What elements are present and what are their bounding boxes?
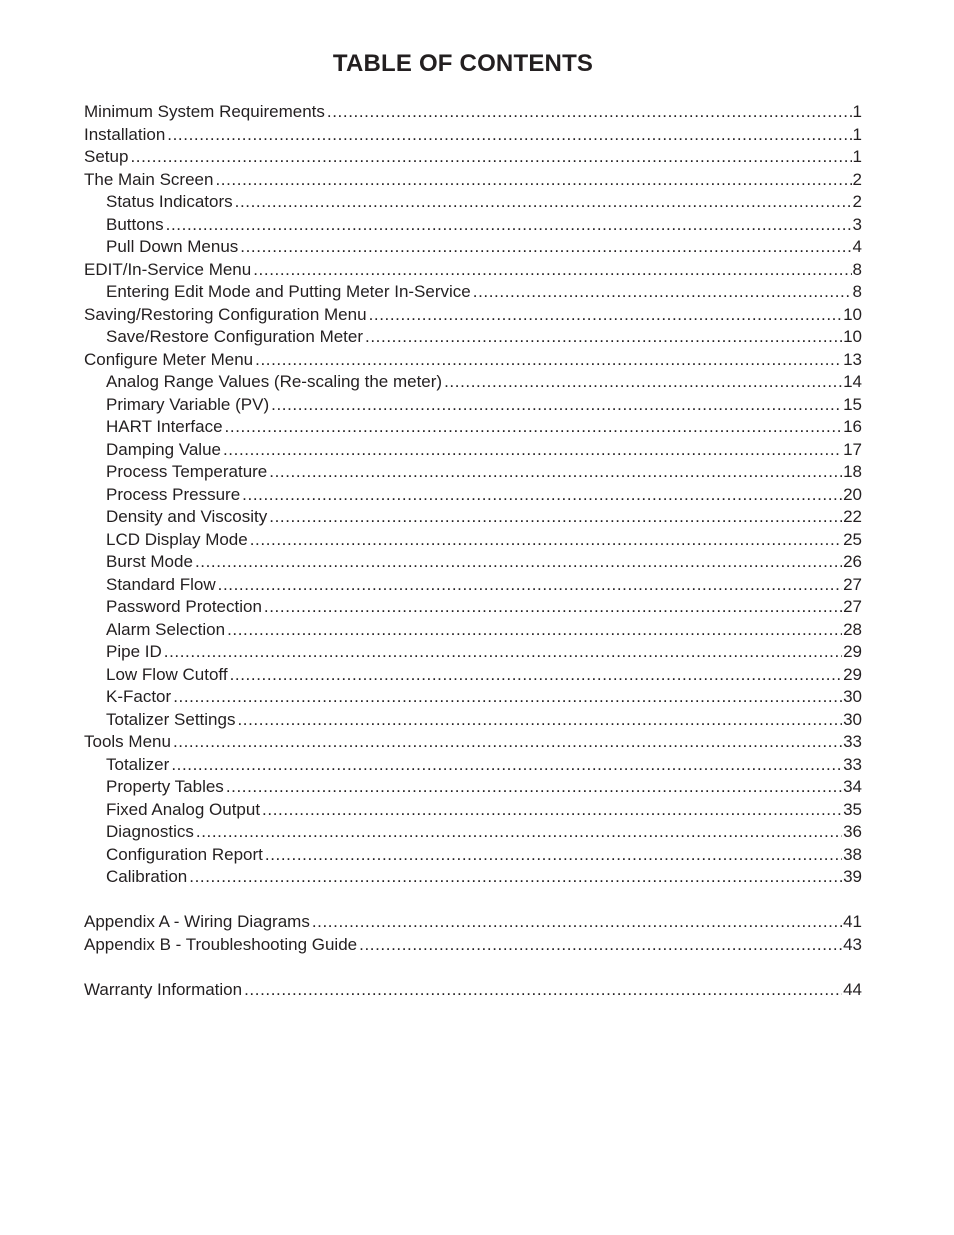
toc-entry-page-number: 8 [852, 259, 862, 279]
toc-entry-label: Status Indicators [106, 192, 233, 211]
toc-entry [84, 304, 862, 327]
dot-leader [195, 551, 842, 574]
dot-leader [189, 866, 842, 889]
toc-entry-page-number: 18 [843, 462, 862, 481]
toc-entry-label: Standard Flow [106, 574, 216, 594]
toc-entry-label: Configure Meter Menu [84, 349, 254, 369]
dot-leader [230, 664, 843, 687]
toc-entry [84, 776, 862, 799]
dot-leader [327, 101, 852, 124]
toc-entry [84, 754, 862, 777]
toc-entry-label: Process Temperature [106, 462, 268, 481]
toc-entry-label: Pull Down Menus [106, 237, 239, 256]
toc-entry-label: Save/Restore Configuration Meter [106, 327, 364, 346]
dot-leader [240, 236, 851, 259]
toc-entry [84, 686, 862, 709]
dot-leader [253, 259, 851, 282]
dot-leader [264, 596, 842, 619]
toc-entry-page-number: 39 [843, 867, 862, 886]
toc-entry-page-number: 30 [843, 709, 862, 729]
dot-leader [359, 934, 842, 957]
toc-entry [84, 596, 862, 619]
toc-entry-page-number: 38 [843, 844, 862, 864]
dot-leader [369, 304, 843, 327]
dot-leader [444, 371, 842, 394]
toc-entry-label: Installation [84, 124, 166, 144]
toc-entry-label: Warranty Information [84, 979, 243, 999]
toc-entry-label: Process Pressure [106, 484, 241, 504]
toc-entry-label: Appendix B - Troubleshooting Guide [84, 934, 358, 954]
toc-entry-page-number: 30 [843, 687, 862, 706]
dot-leader [215, 169, 851, 192]
toc-entry-label: Calibration [106, 867, 188, 886]
toc-entry [84, 349, 862, 372]
dot-leader [166, 214, 852, 237]
toc-entry-label: Buttons [106, 214, 164, 234]
toc-entry-label: Saving/Restoring Configuration Menu [84, 304, 367, 324]
toc-entry [84, 641, 862, 664]
toc-entry-page-number: 1 [852, 147, 862, 166]
toc-entry [84, 124, 862, 147]
toc-entry-page-number: 41 [843, 912, 862, 931]
toc-entry-page-number: 1 [852, 102, 862, 121]
toc-entry [84, 911, 862, 934]
toc-entry-label: Density and Viscosity [106, 507, 268, 526]
toc-entry-page-number: 33 [843, 754, 862, 774]
toc-entry-page-number: 16 [843, 417, 862, 436]
toc-entry-label: Property Tables [106, 777, 224, 796]
dot-leader [269, 461, 842, 484]
toc-entry-label: Entering Edit Mode and Putting Meter In-Service [106, 282, 471, 301]
dot-leader [226, 776, 842, 799]
toc-entry [84, 439, 862, 462]
toc-entry-label: K-Factor [106, 687, 172, 706]
toc-entry [84, 146, 862, 169]
toc-entry-page-number: 8 [852, 282, 862, 301]
dot-leader [312, 911, 842, 934]
toc-entry-page-number: 27 [843, 597, 862, 616]
toc-entry-label: Totalizer [106, 754, 170, 774]
toc-entry-page-number: 22 [843, 507, 862, 526]
dot-leader [255, 349, 842, 372]
toc-entry-label: Minimum System Requirements [84, 102, 325, 121]
toc-entry-page-number: 29 [843, 642, 862, 661]
toc-entry-label: Appendix A - Wiring Diagrams [84, 912, 310, 931]
toc-entry-page-number: 33 [843, 732, 862, 751]
toc-entry-label: Analog Range Values (Re-scaling the meter) [106, 372, 443, 391]
toc-entry [84, 461, 862, 484]
toc-entry [84, 844, 862, 867]
dot-leader [250, 529, 842, 552]
toc-entry [84, 574, 862, 597]
toc-entry-page-number: 2 [852, 169, 862, 189]
dot-leader [235, 191, 852, 214]
toc-entry [84, 416, 862, 439]
dot-leader [173, 686, 842, 709]
toc-entry-label: Password Protection [106, 597, 262, 616]
toc-entry-label: Diagnostics [106, 822, 194, 841]
toc-entry [84, 821, 862, 844]
toc-entry-page-number: 25 [843, 529, 862, 549]
toc-entry-page-number: 36 [843, 822, 862, 841]
toc-entry-label: Totalizer Settings [106, 709, 236, 729]
toc-entry-label: Damping Value [106, 439, 221, 459]
toc-entry [84, 506, 862, 529]
toc-entry [84, 371, 862, 394]
dot-leader [271, 394, 842, 417]
toc-entry-label: Configuration Report [106, 844, 263, 864]
dot-leader [227, 619, 842, 642]
page-title: TABLE OF CONTENTS [332, 50, 594, 77]
toc-entry [84, 236, 862, 259]
toc-entry-page-number: 10 [843, 304, 862, 324]
toc-entry-page-number: 27 [843, 574, 862, 594]
dot-leader [242, 484, 842, 507]
dot-leader [225, 416, 843, 439]
toc-entry-page-number: 13 [843, 349, 862, 369]
toc-entry-label: Low Flow Cutoff [106, 664, 228, 684]
toc-entry-label: EDIT/In-Service Menu [84, 259, 252, 279]
dot-leader [365, 326, 842, 349]
toc-entry-label: Pipe ID [106, 642, 162, 661]
toc-entry-page-number: 43 [843, 934, 862, 954]
toc-entry [84, 281, 862, 304]
toc-entry-page-number: 17 [843, 439, 862, 459]
toc-entry-page-number: 1 [852, 124, 862, 144]
toc-entry [84, 214, 862, 237]
toc-entry [84, 619, 862, 642]
dot-leader [244, 979, 842, 1002]
dot-leader [218, 574, 842, 597]
toc-entry-label: HART Interface [106, 417, 223, 436]
toc-entry [84, 259, 862, 282]
toc-entry-page-number: 2 [852, 192, 862, 211]
dot-leader [237, 709, 842, 732]
toc-entry-page-number: 34 [843, 777, 862, 796]
toc-entry-label: Primary Variable (PV) [106, 394, 270, 414]
dot-leader [130, 146, 851, 169]
toc-entry [84, 551, 862, 574]
toc-entry-page-number: 44 [843, 979, 862, 999]
dot-leader [196, 821, 842, 844]
dot-leader [473, 281, 852, 304]
dot-leader [167, 124, 851, 147]
toc-entry [84, 394, 862, 417]
dot-leader [173, 731, 842, 754]
toc-entry-page-number: 35 [843, 799, 862, 819]
dot-leader [223, 439, 842, 462]
toc-entry-label: Tools Menu [84, 732, 171, 751]
toc-entry-page-number: 20 [843, 484, 862, 504]
dot-leader [265, 844, 842, 867]
toc-entry [84, 934, 862, 957]
toc-entry [84, 709, 862, 732]
dot-leader [171, 754, 842, 777]
toc-entry-page-number: 10 [843, 327, 862, 346]
toc-entry-page-number: 15 [843, 394, 862, 414]
toc-entry [84, 169, 862, 192]
toc-entry [84, 799, 862, 822]
dot-leader [262, 799, 842, 822]
toc-entry [84, 731, 862, 754]
toc-entry-page-number: 14 [843, 372, 862, 391]
toc-entry [84, 191, 862, 214]
toc-entry-label: Fixed Analog Output [106, 799, 261, 819]
toc-entry-label: Alarm Selection [106, 619, 226, 639]
toc-entry [84, 866, 862, 889]
toc-entry-label: Setup [84, 147, 129, 166]
toc-entry-page-number: 29 [843, 664, 862, 684]
toc-entry [84, 664, 862, 687]
toc-entry [84, 979, 862, 1002]
toc-entry [84, 529, 862, 552]
table-of-contents [84, 101, 862, 1001]
toc-entry-page-number: 4 [852, 237, 862, 256]
toc-entry [84, 326, 862, 349]
toc-entry [84, 101, 862, 124]
toc-entry-label: The Main Screen [84, 169, 214, 189]
toc-entry-page-number: 26 [843, 552, 862, 571]
toc-entry-label: LCD Display Mode [106, 529, 248, 549]
toc-entry-label: Burst Mode [106, 552, 193, 571]
dot-leader [164, 641, 842, 664]
toc-entry-page-number: 28 [843, 619, 862, 639]
toc-entry-page-number: 3 [852, 214, 862, 234]
toc-entry [84, 484, 862, 507]
dot-leader [269, 506, 842, 529]
